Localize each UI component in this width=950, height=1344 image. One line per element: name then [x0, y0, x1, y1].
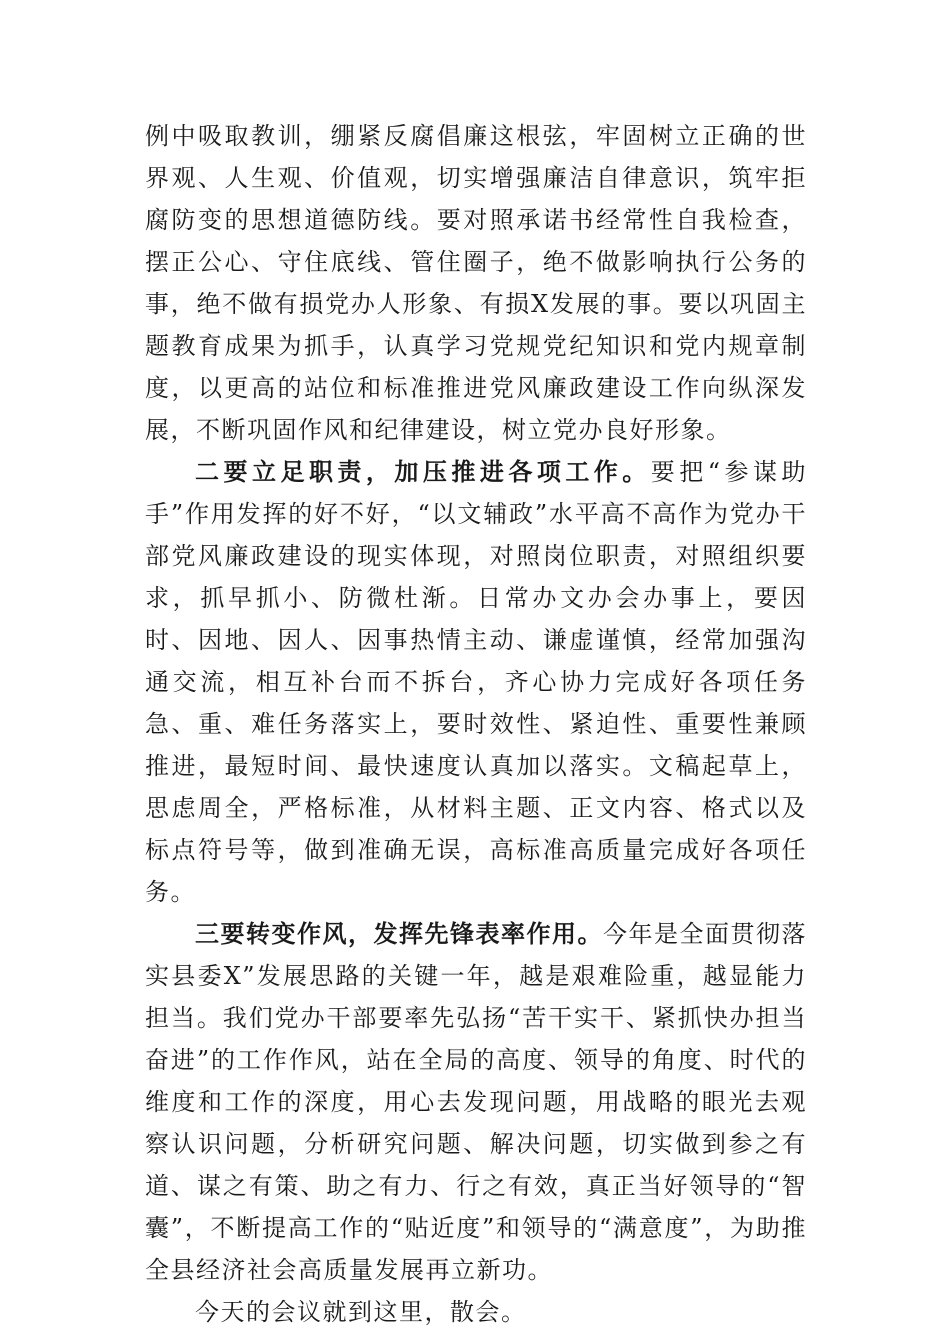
- paragraph-heading: 三要转变作风，发挥先锋表率作用。: [195, 920, 603, 948]
- paragraph-continuation: [145, 115, 807, 451]
- paragraph-point-two: [145, 451, 807, 913]
- paragraph-body: 今天的会议就到这里，散会。: [195, 1298, 527, 1326]
- paragraph-body: 今年是全面贯彻落实县委X”发展思路的关键一年，越是艰难险重，越显能力担当。我们党办干部要率先弘扬“苦干实干、紧抓快办担当奋进”的工作作风，站在全局的高度、领导的角度、时代的维度和工作的深度，用心去发现问题，用战略的眼光去观察认识问题，分析研究问题、解决问题，切实做到参之有道、谋之有策、助之有力、行之有效，真正当好领导的“智囊”，不断提高工作的“贴近度”和领导的“满意度”，为助推全县经济社会高质量发展再立新功。: [145, 920, 807, 1284]
- paragraph-body: 例中吸取教训，绷紧反腐倡廉这根弦，牢固树立正确的世界观、人生观、价值观，切实增强廉洁自律意识，筑牢拒腐防变的思想道德防线。要对照承诺书经常性自我检查，摆正公心、守住底线、管住圈子，绝不做影响执行公务的事，绝不做有损党办人形象、有损X发展的事。要以巩固主题教育成果为抓手，认真学习党规党纪知识和党内规章制度，以更高的站位和标准推进党风廉政建设工作向纵深发展，不断巩固作风和纪律建设，树立党办良好形象。: [145, 122, 807, 444]
- paragraph-point-three: [145, 913, 807, 1291]
- paragraph-body: 要把“参谋助手”作用发挥的好不好，“以文辅政”水平高不高作为党办干部党风廉政建设的现实体现，对照岗位职责，对照组织要求，抓早抓小、防微杜渐。日常办文办会办事上，要因时、因地、因人、因事热情主动、谦虚谨慎，经常加强沟通交流，相互补台而不拆台，齐心协力完成好各项任务急、重、难任务落实上，要时效性、紧迫性、重要性兼顾推进，最短时间、最快速度认真加以落实。文稿起草上，思虑周全，严格标准，从材料主题、正文内容、格式以及标点符号等，做到准确无误，高标准高质量完成好各项任务。: [145, 458, 807, 906]
- paragraph-heading: 二要立足职责，加压推进各项工作。: [195, 458, 651, 486]
- document-page: [145, 115, 807, 1333]
- paragraph-closing: [145, 1291, 807, 1333]
